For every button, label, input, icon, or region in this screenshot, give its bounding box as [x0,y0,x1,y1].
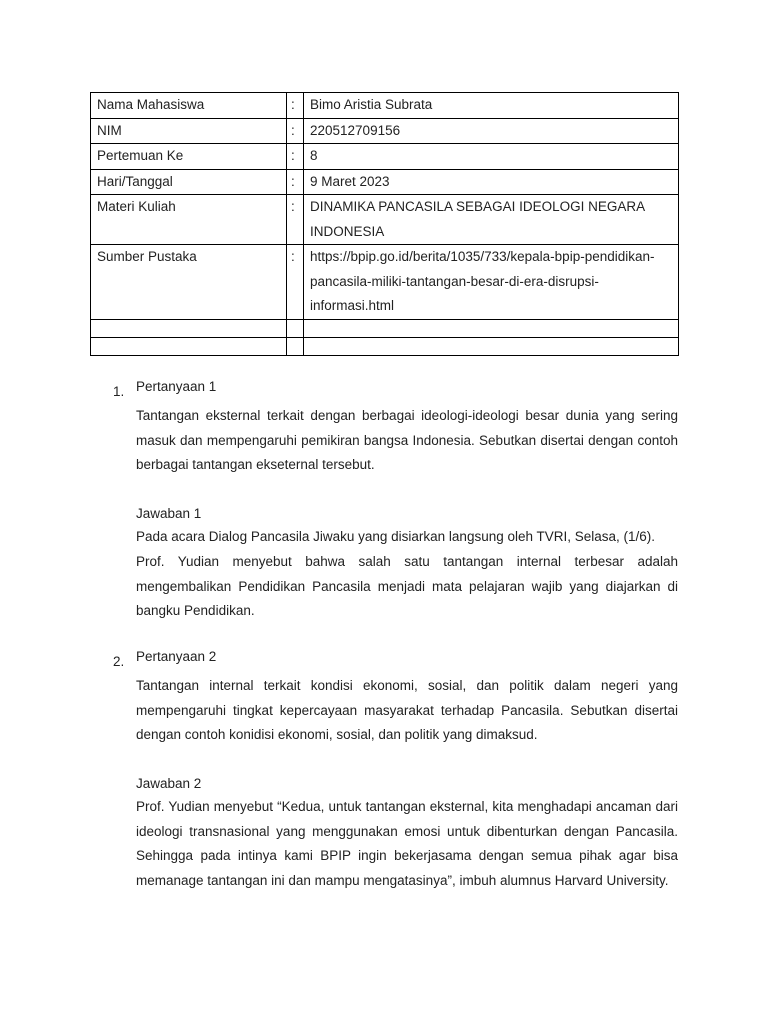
colon: : [287,195,304,245]
answer-text: Pada acara Dialog Pancasila Jiwaku yang disiarkan langsung oleh TVRI, Selasa, (1/6). [136,529,656,544]
question-text: Tantangan eksternal terkait dengan berbagai ideologi-ideologi besar dunia yang sering masuk dan mempengaruhi pemikiran bangsa Indonesia. Sebutkan disertai dengan contoh berbagai tantangan ekseternal tersebut. [136,408,678,473]
table-row [91,195,679,245]
question-text: Tantangan internal terkait kondisi ekonomi, sosial, dan politik dalam negeri yang mempengaruhi tingkat kepercayaan masyarakat terhadap Pancasila. Sebutkan disertai dengan contoh konidisi ekonomi, sosial, dan politik yang dimaksud. [136,678,678,743]
colon: : [287,118,304,144]
label-nama-mahasiswa: Nama Mahasiswa [91,93,287,119]
list-number: 1. [113,384,125,399]
value-hari-tanggal: 9 Maret 2023 [304,169,679,195]
table-row [91,93,679,119]
table-row [91,245,679,320]
empty-table-row [91,337,679,355]
value-pertemuan-ke: 8 [304,144,679,170]
answer-heading: Jawaban 2 [136,776,202,791]
value-materi-kuliah: DINAMIKA PANCASILA SEBAGAI IDEOLOGI NEGARA INDONESIA [304,195,679,245]
label-pertemuan-ke: Pertemuan Ke [91,144,287,170]
label-nim: NIM [91,118,287,144]
question-heading: Pertanyaan 1 [136,379,217,394]
student-info-table [90,92,679,356]
value-nim: 220512709156 [304,118,679,144]
label-hari-tanggal: Hari/Tanggal [91,169,287,195]
colon: : [287,169,304,195]
question-heading: Pertanyaan 2 [136,649,217,664]
label-materi-kuliah: Materi Kuliah [91,195,287,245]
empty-cell [304,337,679,355]
answer-text: Prof. Yudian menyebut “Kedua, untuk tantangan eksternal, kita menghadapi ancaman dari ideologi transnasional yang menggunakan emosi untuk dibenturkan dengan Pancasila. Sehingga pada intinya kami BPIP ingin bekerjasama dengan semua pihak agar bisa memanage tantangan ini dan mampu mengatasinya”, imbuh alumnus Harvard University. [136,799,678,888]
value-sumber-pustaka-link: https://bpip.go.id/berita/1035/733/kepala-bpip-pendidikan-pancasila-miliki-tantangan-besar-di-era-disrupsi-informasi.html [304,245,679,320]
empty-cell [287,319,304,337]
table-row [91,169,679,195]
empty-cell [304,319,679,337]
empty-cell [91,337,287,355]
colon: : [287,144,304,170]
colon: : [287,93,304,119]
value-nama-mahasiswa: Bimo Aristia Subrata [304,93,679,119]
empty-cell [287,337,304,355]
empty-table-row [91,319,679,337]
empty-cell [91,319,287,337]
answer-text: Prof. Yudian menyebut bahwa salah satu tantangan internal terbesar adalah mengembalikan Pendidikan Pancasila menjadi mata pelajaran wajib yang diajarkan di bangku Pendidikan. [136,554,678,619]
list-number: 2. [113,654,125,669]
colon: : [287,245,304,320]
table-row [91,144,679,170]
table-row [91,118,679,144]
answer-heading: Jawaban 1 [136,506,202,521]
label-sumber-pustaka: Sumber Pustaka [91,245,287,320]
